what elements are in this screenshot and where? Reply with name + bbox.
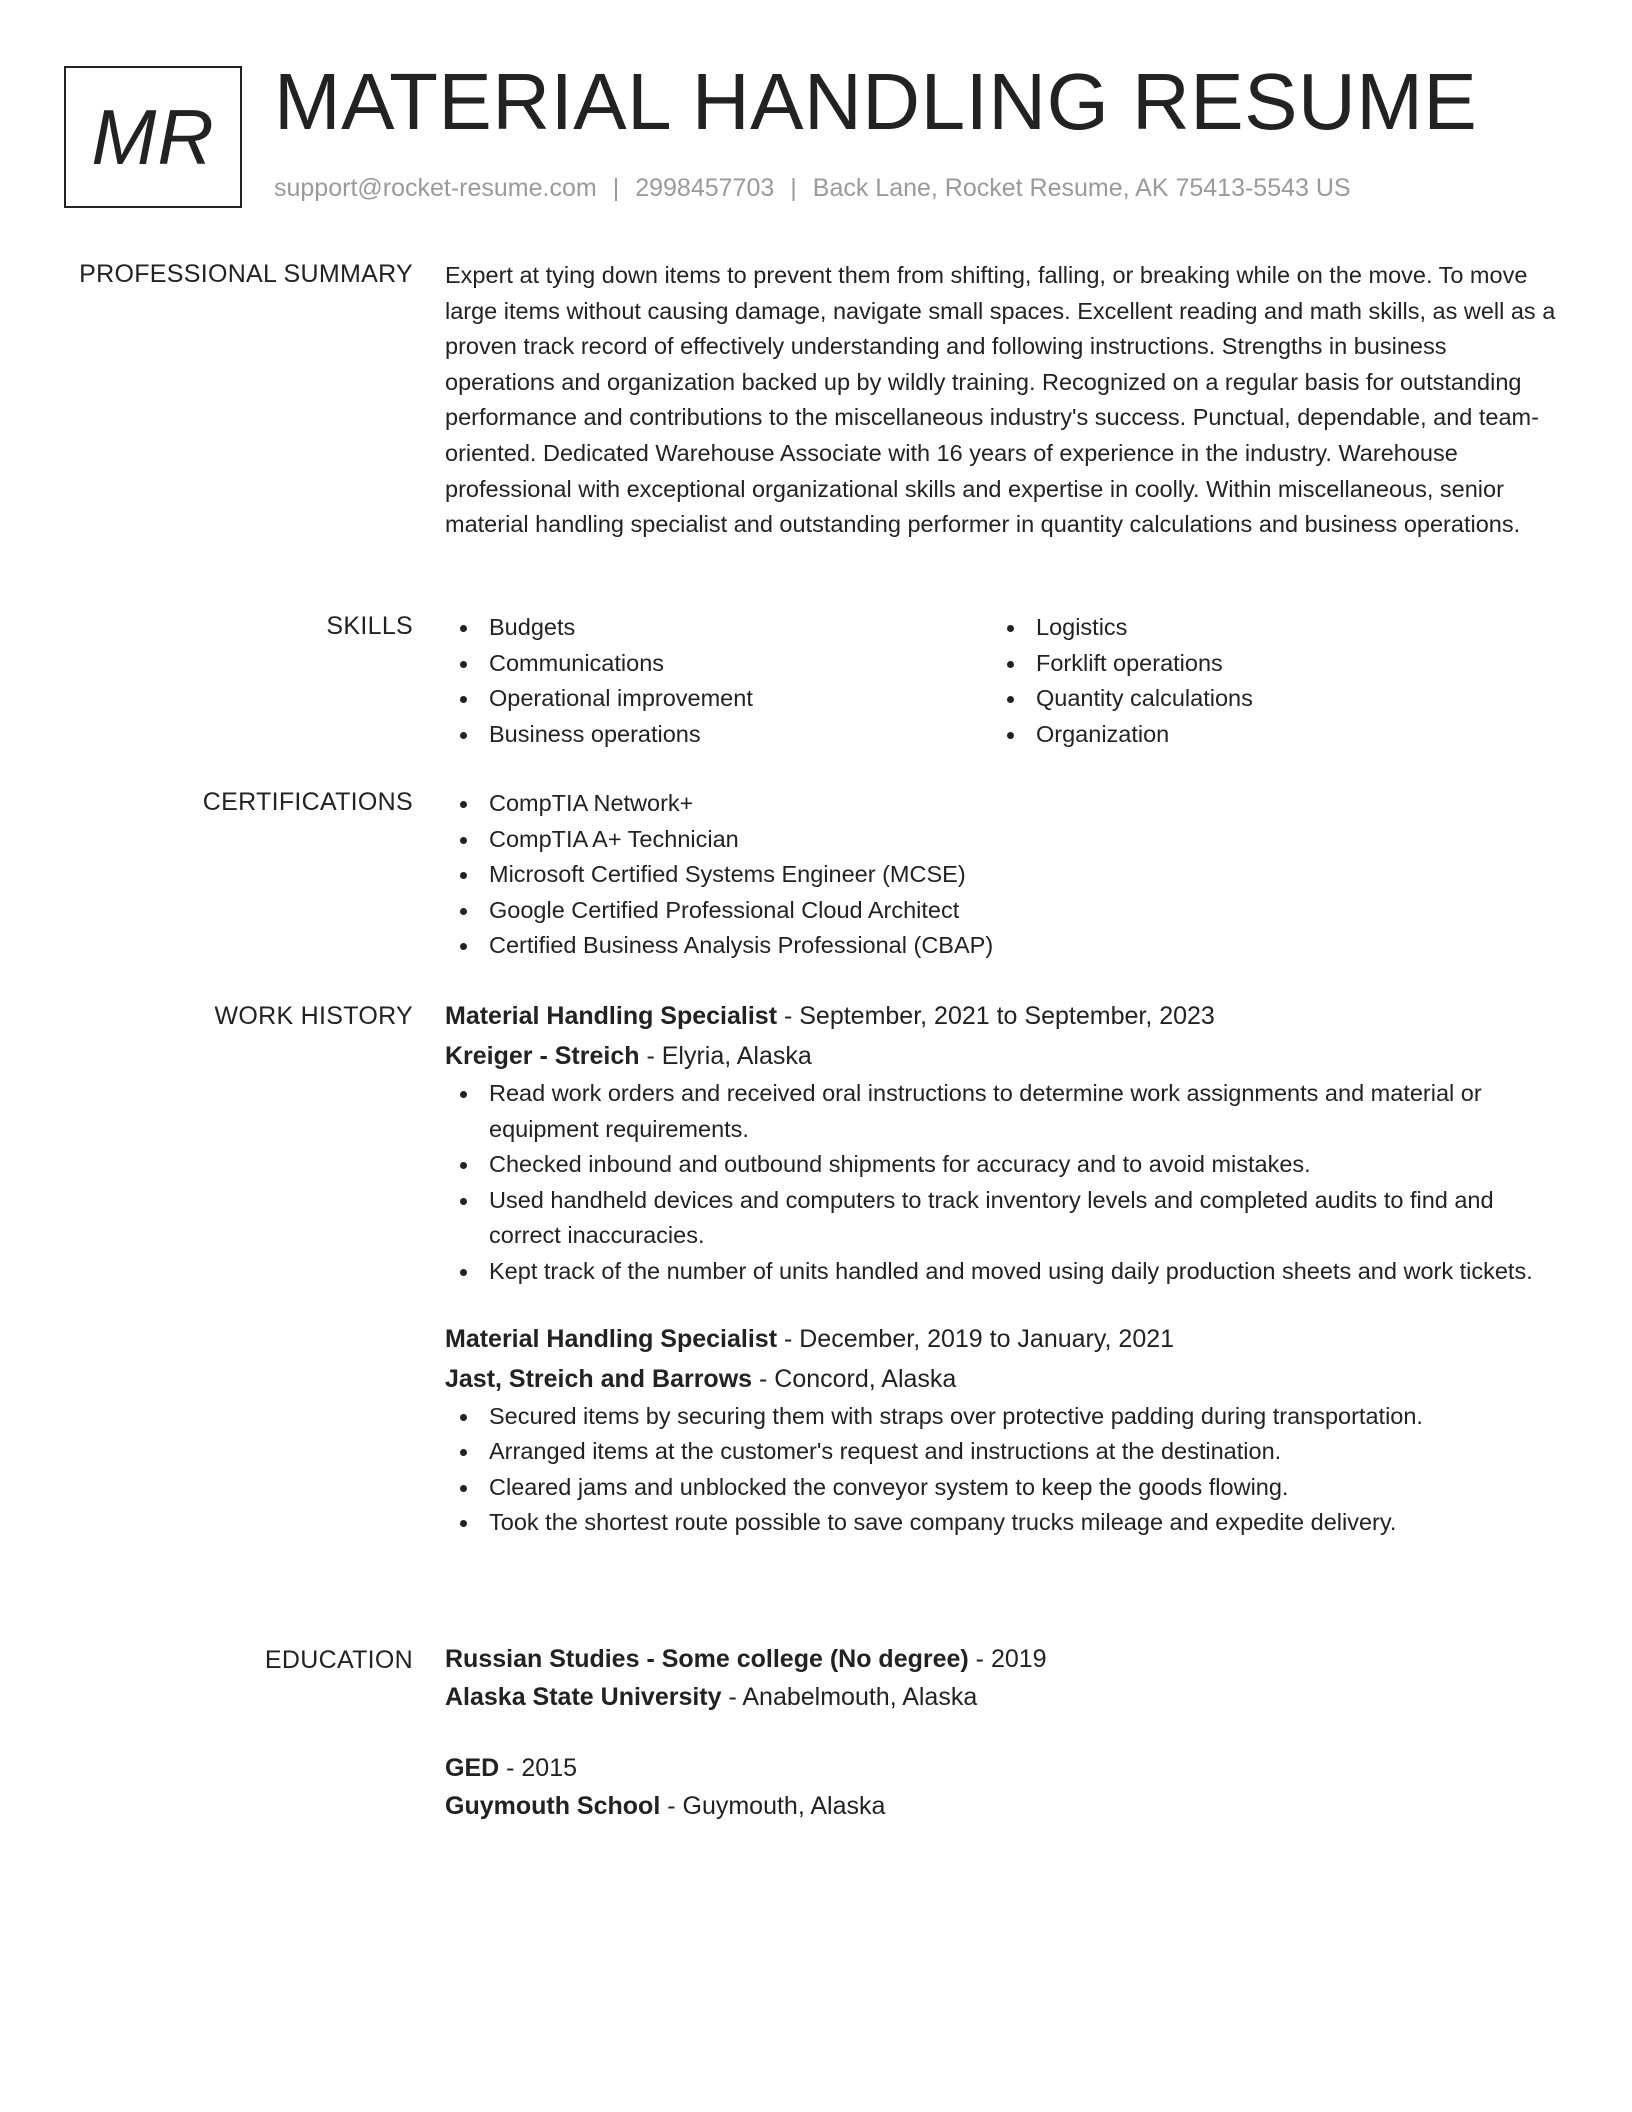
job-title-line <box>445 1319 1560 1359</box>
summary-body <box>445 258 1560 543</box>
job-entry <box>445 996 1560 1290</box>
certifications-body <box>445 786 1560 964</box>
certification-item: CompTIA A+ Technician <box>445 822 1560 858</box>
skills-list-right <box>992 610 1539 752</box>
skill-item: Organization <box>992 717 1539 753</box>
skill-item: Communications <box>445 646 992 682</box>
education-degree-line <box>445 1640 1560 1678</box>
work-history-body <box>445 996 1560 1541</box>
job-title-line <box>445 996 1560 1036</box>
skills-body <box>445 610 1560 752</box>
certifications-heading: CERTIFICATIONS <box>202 788 413 816</box>
skill-item: Operational improvement <box>445 681 992 717</box>
education-entry <box>445 1640 1560 1716</box>
job-title: Material Handling Specialist <box>445 1002 778 1030</box>
job-duty: Cleared jams and unblocked the conveyor system to keep the goods flowing. <box>445 1470 1560 1506</box>
job-duties-list <box>445 1399 1560 1541</box>
skill-item: Business operations <box>445 717 992 753</box>
education-degree-line <box>445 1749 1560 1787</box>
education-location: - Anabelmouth, Alaska <box>721 1683 978 1711</box>
education-school-line <box>445 1678 1560 1716</box>
education-year: - 2019 <box>968 1645 1047 1673</box>
job-duties-list <box>445 1076 1560 1290</box>
summary-text: Expert at tying down items to prevent them from shifting, falling, or breaking while on the move. To move large items without causing damage, navigate small spaces. Excellent reading and math skills, as well as a proven track record of effectively understanding and following instructions. Strengths in business operations and organization backed up by wildly training. Recognized on a regular basis for outstanding performance and contributions to the miscellaneous industry's success. Punctual, dependable, and team-oriented. Dedicated Warehouse Associate with 16 years of experience in the industry. Warehouse professional with exceptional organizational skills and expertise in coolly. Within miscellaneous, senior material handling specialist and outstanding performer in quantity calculations and business operations. <box>445 262 1556 538</box>
contact-phone: 2998457703 <box>635 174 775 202</box>
contact-address: Back Lane, Rocket Resume, AK 75413-5543 US <box>812 174 1351 202</box>
job-dates: - September, 2021 to September, 2023 <box>777 1002 1215 1030</box>
certification-item: Microsoft Certified Systems Engineer (MCSE) <box>445 857 1560 893</box>
education-body <box>445 1640 1560 1825</box>
education-school-line <box>445 1787 1560 1825</box>
job-location: - Elyria, Alaska <box>639 1042 812 1070</box>
job-duty: Arranged items at the customer's request and instructions at the destination. <box>445 1434 1560 1470</box>
job-company-line <box>445 1359 1560 1399</box>
job-duty: Checked inbound and outbound shipments for accuracy and to avoid mistakes. <box>445 1147 1560 1183</box>
skills-heading: SKILLS <box>326 612 413 640</box>
job-company-line <box>445 1036 1560 1076</box>
job-location: - Concord, Alaska <box>752 1364 957 1393</box>
resume-title: MATERIAL HANDLING RESUME <box>274 57 1478 146</box>
job-duty: Read work orders and received oral instructions to determine work assignments and material or equipment requirements. <box>445 1076 1560 1147</box>
job-duty: Secured items by securing them with straps over protective padding during transportation. <box>445 1399 1560 1435</box>
contact-separator: | <box>612 174 620 202</box>
skill-item: Budgets <box>445 610 992 646</box>
summary-heading: PROFESSIONAL SUMMARY <box>79 260 413 288</box>
job-company: Jast, Streich and Barrows <box>445 1364 753 1393</box>
education-school: Alaska State University <box>445 1683 722 1711</box>
education-degree: Russian Studies - Some college (No degree) <box>445 1645 969 1673</box>
monogram-logo: MR <box>64 66 242 208</box>
education-heading: EDUCATION <box>264 1646 413 1674</box>
job-dates: - December, 2019 to January, 2021 <box>777 1324 1175 1353</box>
education-location: - Guymouth, Alaska <box>660 1792 886 1820</box>
skill-item: Forklift operations <box>992 646 1539 682</box>
work-history-heading: WORK HISTORY <box>214 1002 413 1030</box>
education-school: Guymouth School <box>445 1792 661 1820</box>
skill-item: Quantity calculations <box>992 681 1539 717</box>
job-duty: Kept track of the number of units handled and moved using daily production sheets and work tickets. <box>445 1254 1560 1290</box>
certification-item: Google Certified Professional Cloud Architect <box>445 893 1560 929</box>
job-duty: Used handheld devices and computers to track inventory levels and completed audits to find and correct inaccuracies. <box>445 1183 1560 1254</box>
skill-item: Logistics <box>992 610 1539 646</box>
skills-list-left <box>445 610 992 752</box>
job-entry <box>445 1319 1560 1541</box>
contact-separator: | <box>790 174 797 202</box>
education-degree: GED <box>445 1754 500 1782</box>
certification-item: CompTIA Network+ <box>445 786 1560 822</box>
education-entry <box>445 1749 1560 1825</box>
job-company: Kreiger - Streich <box>445 1042 640 1070</box>
contact-line <box>274 174 1351 203</box>
certification-item: Certified Business Analysis Professional (CBAP) <box>445 928 1560 964</box>
contact-email: support@rocket-resume.com <box>274 174 597 202</box>
certifications-list <box>445 786 1560 964</box>
job-duty: Took the shortest route possible to save company trucks mileage and expedite delivery. <box>445 1505 1560 1541</box>
education-year: - 2015 <box>499 1754 578 1782</box>
job-title: Material Handling Specialist <box>445 1324 778 1353</box>
